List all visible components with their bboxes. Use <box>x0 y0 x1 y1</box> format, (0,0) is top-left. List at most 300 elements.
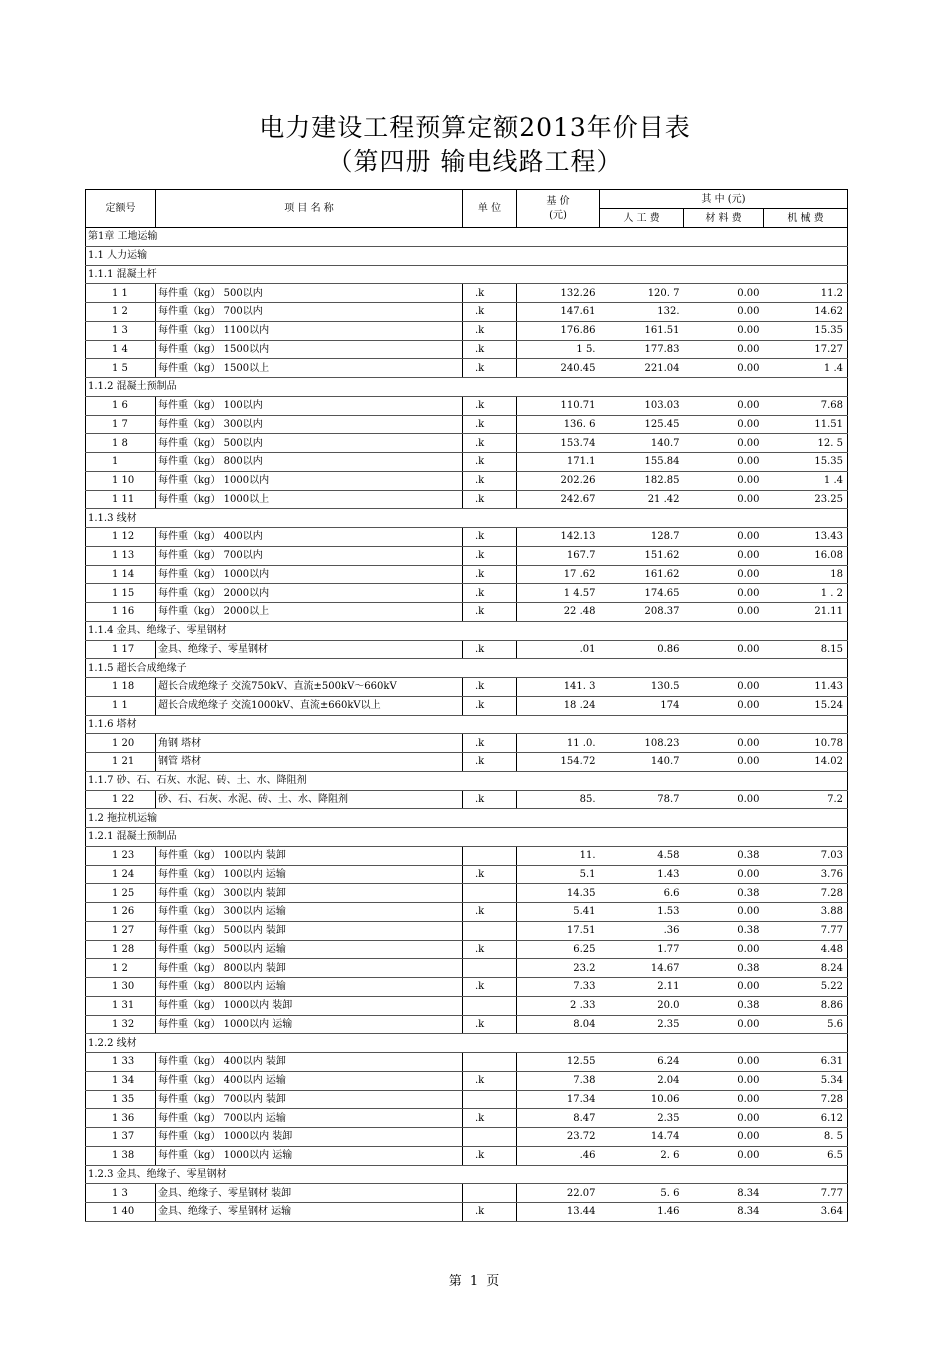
cell-unit: .k <box>463 415 517 434</box>
cell-base: 110.71 <box>517 396 600 415</box>
cell-name: 每件重（kg） 300以内 <box>156 415 463 434</box>
cell-name: 每件重（kg） 700以内 装卸 <box>156 1090 463 1109</box>
cell-code: 1 23 <box>86 846 156 865</box>
cell-name: 每件重（kg） 1000以内 装卸 <box>156 996 463 1015</box>
table-row <box>86 284 848 303</box>
cell-material: 0.00 <box>684 1146 764 1165</box>
cell-name: 角钢 塔材 <box>156 734 463 753</box>
table-row <box>86 1109 848 1128</box>
cell-material: 0.00 <box>684 940 764 959</box>
cell-material: 0.38 <box>684 884 764 903</box>
section-title: 1.1.1 混凝土杆 <box>86 265 848 284</box>
cell-name: 每件重（kg） 300以内 装卸 <box>156 884 463 903</box>
cell-machine: 8. 5 <box>764 1128 848 1147</box>
table-row <box>86 359 848 378</box>
cell-machine: 1 . 2 <box>764 584 848 603</box>
cell-name: 每件重（kg） 1500以内 <box>156 340 463 359</box>
cell-name: 超长合成绝缘子 交流1000kV、直流±660kV以上 <box>156 696 463 715</box>
section-row <box>86 509 848 528</box>
cell-name: 每件重（kg） 2000以内 <box>156 584 463 603</box>
cell-unit: .k <box>463 978 517 997</box>
cell-labor: 103.03 <box>600 396 684 415</box>
cell-unit: .k <box>463 303 517 322</box>
section-row <box>86 771 848 790</box>
table-row <box>86 584 848 603</box>
cell-base: 8.47 <box>517 1109 600 1128</box>
table-row <box>86 303 848 322</box>
cell-labor: 20.0 <box>600 996 684 1015</box>
section-row <box>86 1034 848 1053</box>
cell-labor: 78.7 <box>600 790 684 809</box>
cell-base: 136. 6 <box>517 415 600 434</box>
cell-code: 1 14 <box>86 565 156 584</box>
cell-code: 1 20 <box>86 734 156 753</box>
cell-code: 1 1 <box>86 696 156 715</box>
table-row <box>86 846 848 865</box>
table-row <box>86 921 848 940</box>
cell-material: 0.38 <box>684 921 764 940</box>
cell-material: 0.00 <box>684 471 764 490</box>
section-title: 1.2.2 线材 <box>86 1034 848 1053</box>
table-row <box>86 471 848 490</box>
cell-code: 1 40 <box>86 1203 156 1222</box>
cell-material: 0.00 <box>684 1071 764 1090</box>
cell-code: 1 30 <box>86 978 156 997</box>
cell-unit <box>463 884 517 903</box>
cell-unit: .k <box>463 640 517 659</box>
cell-machine: 3.64 <box>764 1203 848 1222</box>
cell-material: 0.00 <box>684 303 764 322</box>
cell-code: 1 4 <box>86 340 156 359</box>
cell-material: 0.00 <box>684 453 764 472</box>
section-title: 1.1 人力运输 <box>86 246 848 265</box>
cell-machine: 17.27 <box>764 340 848 359</box>
cell-material: 0.00 <box>684 678 764 697</box>
cell-labor: 21 .42 <box>600 490 684 509</box>
cell-labor: 177.83 <box>600 340 684 359</box>
cell-code: 1 1 <box>86 284 156 303</box>
table-row <box>86 865 848 884</box>
cell-machine: 13.43 <box>764 528 848 547</box>
cell-base: 18 .24 <box>517 696 600 715</box>
cell-material: 0.00 <box>684 584 764 603</box>
table-row <box>86 1203 848 1222</box>
cell-labor: 5. 6 <box>600 1184 684 1203</box>
table-row <box>86 1053 848 1072</box>
header-base-unit: (元) <box>549 209 567 221</box>
cell-base: 167.7 <box>517 546 600 565</box>
cell-base: 7.33 <box>517 978 600 997</box>
cell-unit: .k <box>463 1146 517 1165</box>
cell-name: 每件重（kg） 100以内 运输 <box>156 865 463 884</box>
header-base-label: 基 价 <box>546 195 570 207</box>
cell-name: 每件重（kg） 1000以内 <box>156 565 463 584</box>
cell-unit <box>463 1053 517 1072</box>
cell-material: 0.00 <box>684 565 764 584</box>
cell-base: 6.25 <box>517 940 600 959</box>
cell-machine: 8.15 <box>764 640 848 659</box>
cell-base: 142.13 <box>517 528 600 547</box>
cell-labor: 4.58 <box>600 846 684 865</box>
cell-code: 1 11 <box>86 490 156 509</box>
cell-material: 0.00 <box>684 321 764 340</box>
section-title: 1.1.4 金具、绝缘子、零星钢材 <box>86 621 848 640</box>
cell-unit <box>463 846 517 865</box>
section-title: 1.2.1 混凝土预制品 <box>86 828 848 847</box>
cell-code: 1 10 <box>86 471 156 490</box>
cell-material: 0.38 <box>684 996 764 1015</box>
cell-base: 154.72 <box>517 753 600 772</box>
cell-unit: .k <box>463 940 517 959</box>
cell-base: 5.41 <box>517 903 600 922</box>
cell-name: 每件重（kg） 500以内 运输 <box>156 940 463 959</box>
table-row <box>86 959 848 978</box>
cell-base: 85. <box>517 790 600 809</box>
cell-machine: 11.51 <box>764 415 848 434</box>
cell-unit: .k <box>463 696 517 715</box>
cell-code: 1 3 <box>86 321 156 340</box>
table-row <box>86 1090 848 1109</box>
table-row <box>86 978 848 997</box>
cell-material: 0.00 <box>684 865 764 884</box>
cell-unit: .k <box>463 1071 517 1090</box>
cell-code: 1 31 <box>86 996 156 1015</box>
cell-name: 每件重（kg） 700以内 运输 <box>156 1109 463 1128</box>
cell-machine: 3.76 <box>764 865 848 884</box>
cell-machine: 6.12 <box>764 1109 848 1128</box>
cell-material: 0.00 <box>684 528 764 547</box>
section-row <box>86 228 848 247</box>
cell-machine: 11.2 <box>764 284 848 303</box>
cell-base: 1 5. <box>517 340 600 359</box>
cell-name: 每件重（kg） 1100以内 <box>156 321 463 340</box>
cell-machine: 10.78 <box>764 734 848 753</box>
section-row <box>86 378 848 397</box>
cell-machine: 18 <box>764 565 848 584</box>
cell-code: 1 22 <box>86 790 156 809</box>
table-row <box>86 678 848 697</box>
cell-unit: .k <box>463 565 517 584</box>
cell-unit <box>463 1090 517 1109</box>
section-title: 1.1.5 超长合成绝缘子 <box>86 659 848 678</box>
cell-code: 1 18 <box>86 678 156 697</box>
table-row <box>86 734 848 753</box>
cell-labor: 1.53 <box>600 903 684 922</box>
section-title: 1.1.6 塔材 <box>86 715 848 734</box>
cell-machine: 23.25 <box>764 490 848 509</box>
table-row <box>86 1071 848 1090</box>
cell-base: 23.2 <box>517 959 600 978</box>
cell-machine: 6.5 <box>764 1146 848 1165</box>
cell-base: 11. <box>517 846 600 865</box>
cell-unit: .k <box>463 1203 517 1222</box>
cell-code: 1 24 <box>86 865 156 884</box>
cell-material: 0.00 <box>684 284 764 303</box>
header-base <box>517 190 600 228</box>
cell-code: 1 2 <box>86 303 156 322</box>
cell-unit: .k <box>463 396 517 415</box>
table-row <box>86 1146 848 1165</box>
cell-material: 0.00 <box>684 753 764 772</box>
cell-code: 1 17 <box>86 640 156 659</box>
cell-unit: .k <box>463 471 517 490</box>
cell-material: 0.00 <box>684 790 764 809</box>
cell-machine: 6.31 <box>764 1053 848 1072</box>
cell-name: 金具、绝缘子、零星钢材 装卸 <box>156 1184 463 1203</box>
cell-unit: .k <box>463 903 517 922</box>
cell-code: 1 25 <box>86 884 156 903</box>
cell-labor: 221.04 <box>600 359 684 378</box>
cell-base: .01 <box>517 640 600 659</box>
section-title: 1.2 拖拉机运输 <box>86 809 848 828</box>
cell-labor: 14.67 <box>600 959 684 978</box>
cell-name: 每件重（kg） 400以内 运输 <box>156 1071 463 1090</box>
cell-labor: 1.46 <box>600 1203 684 1222</box>
cell-base: 23.72 <box>517 1128 600 1147</box>
cell-code: 1 38 <box>86 1146 156 1165</box>
table-row <box>86 340 848 359</box>
cell-base: 8.04 <box>517 1015 600 1034</box>
cell-name: 金具、绝缘子、零星钢材 <box>156 640 463 659</box>
cell-unit <box>463 959 517 978</box>
section-row <box>86 809 848 828</box>
table-row <box>86 940 848 959</box>
table-row <box>86 415 848 434</box>
cell-name: 每件重（kg） 1000以内 运输 <box>156 1015 463 1034</box>
cell-unit: .k <box>463 678 517 697</box>
header-among: 其 中 (元) <box>600 190 848 209</box>
cell-unit: .k <box>463 434 517 453</box>
cell-machine: 7.77 <box>764 921 848 940</box>
cell-base: 240.45 <box>517 359 600 378</box>
cell-name: 砂、石、石灰、水泥、砖、土、水、降阻剂 <box>156 790 463 809</box>
cell-machine: 8.24 <box>764 959 848 978</box>
cell-code: 1 3 <box>86 1184 156 1203</box>
cell-labor: 10.06 <box>600 1090 684 1109</box>
cell-base: 13.44 <box>517 1203 600 1222</box>
table-row <box>86 1015 848 1034</box>
cell-name: 每件重（kg） 2000以上 <box>156 603 463 622</box>
table-row <box>86 753 848 772</box>
cell-code: 1 12 <box>86 528 156 547</box>
table-row <box>86 640 848 659</box>
cell-base: 17 .62 <box>517 565 600 584</box>
price-table <box>85 189 848 1222</box>
cell-base: 153.74 <box>517 434 600 453</box>
cell-name: 每件重（kg） 300以内 运输 <box>156 903 463 922</box>
cell-name: 每件重（kg） 700以内 <box>156 303 463 322</box>
cell-base: 22 .48 <box>517 603 600 622</box>
cell-code: 1 5 <box>86 359 156 378</box>
cell-unit: .k <box>463 753 517 772</box>
cell-name: 每件重（kg） 1000以内 运输 <box>156 1146 463 1165</box>
cell-labor: 2.35 <box>600 1015 684 1034</box>
header-machine: 机 械 费 <box>764 209 848 228</box>
cell-code: 1 13 <box>86 546 156 565</box>
cell-material: 0.00 <box>684 1109 764 1128</box>
cell-unit <box>463 921 517 940</box>
page-number: 第 1 页 <box>448 1274 502 1289</box>
cell-name: 钢管 塔材 <box>156 753 463 772</box>
cell-base: 14.35 <box>517 884 600 903</box>
table-row <box>86 434 848 453</box>
cell-unit: .k <box>463 528 517 547</box>
cell-labor: 2. 6 <box>600 1146 684 1165</box>
cell-material: 0.38 <box>684 959 764 978</box>
section-row <box>86 621 848 640</box>
cell-machine: 21.11 <box>764 603 848 622</box>
table-row <box>86 565 848 584</box>
cell-base: 7.38 <box>517 1071 600 1090</box>
section-title: 1.2.3 金具、绝缘子、零星钢材 <box>86 1165 848 1184</box>
cell-material: 0.00 <box>684 490 764 509</box>
cell-name: 每件重（kg） 1500以上 <box>156 359 463 378</box>
cell-labor: 208.37 <box>600 603 684 622</box>
cell-material: 0.00 <box>684 546 764 565</box>
cell-code: 1 7 <box>86 415 156 434</box>
cell-material: 0.00 <box>684 1128 764 1147</box>
cell-labor: 108.23 <box>600 734 684 753</box>
table-row <box>86 490 848 509</box>
cell-unit: .k <box>463 865 517 884</box>
cell-material: 0.00 <box>684 696 764 715</box>
cell-labor: 6.24 <box>600 1053 684 1072</box>
cell-base: 2 .33 <box>517 996 600 1015</box>
cell-labor: 120. 7 <box>600 284 684 303</box>
cell-material: 8.34 <box>684 1203 764 1222</box>
cell-base: .46 <box>517 1146 600 1165</box>
cell-name: 每件重（kg） 800以内 运输 <box>156 978 463 997</box>
cell-base: 202.26 <box>517 471 600 490</box>
cell-labor: .36 <box>600 921 684 940</box>
cell-machine: 12. 5 <box>764 434 848 453</box>
cell-material: 0.00 <box>684 903 764 922</box>
cell-base: 171.1 <box>517 453 600 472</box>
cell-labor: 1.43 <box>600 865 684 884</box>
cell-name: 金具、绝缘子、零星钢材 运输 <box>156 1203 463 1222</box>
cell-machine: 1 .4 <box>764 359 848 378</box>
cell-name: 每件重（kg） 400以内 装卸 <box>156 1053 463 1072</box>
cell-code: 1 28 <box>86 940 156 959</box>
cell-code: 1 15 <box>86 584 156 603</box>
table-row <box>86 1184 848 1203</box>
cell-material: 0.00 <box>684 340 764 359</box>
table-row <box>86 546 848 565</box>
table-row <box>86 321 848 340</box>
cell-labor: 161.51 <box>600 321 684 340</box>
cell-material: 0.00 <box>684 734 764 753</box>
cell-material: 0.00 <box>684 1015 764 1034</box>
cell-base: 176.86 <box>517 321 600 340</box>
cell-code: 1 2 <box>86 959 156 978</box>
cell-code: 1 37 <box>86 1128 156 1147</box>
cell-machine: 7.2 <box>764 790 848 809</box>
cell-labor: 0.86 <box>600 640 684 659</box>
section-title: 第1章 工地运输 <box>86 228 848 247</box>
header-code: 定额号 <box>86 190 156 228</box>
cell-code: 1 32 <box>86 1015 156 1034</box>
cell-base: 242.67 <box>517 490 600 509</box>
cell-code: 1 35 <box>86 1090 156 1109</box>
header-name: 项 目 名 称 <box>156 190 463 228</box>
cell-material: 0.00 <box>684 434 764 453</box>
cell-base: 17.51 <box>517 921 600 940</box>
cell-name: 每件重（kg） 1000以上 <box>156 490 463 509</box>
cell-unit: .k <box>463 359 517 378</box>
cell-name: 每件重（kg） 500以内 <box>156 284 463 303</box>
cell-code: 1 6 <box>86 396 156 415</box>
section-row <box>86 659 848 678</box>
table-row <box>86 603 848 622</box>
header-material: 材 料 费 <box>684 209 764 228</box>
section-title: 1.1.7 砂、石、石灰、水泥、砖、土、水、降阻剂 <box>86 771 848 790</box>
cell-unit: .k <box>463 490 517 509</box>
cell-base: 1 4.57 <box>517 584 600 603</box>
cell-material: 0.00 <box>684 1053 764 1072</box>
cell-base: 11 .0. <box>517 734 600 753</box>
cell-machine: 5.6 <box>764 1015 848 1034</box>
cell-unit: .k <box>463 453 517 472</box>
cell-labor: 2.35 <box>600 1109 684 1128</box>
cell-labor: 140.7 <box>600 434 684 453</box>
cell-unit: .k <box>463 284 517 303</box>
table-row <box>86 903 848 922</box>
table-row <box>86 528 848 547</box>
cell-material: 0.38 <box>684 846 764 865</box>
cell-labor: 174.65 <box>600 584 684 603</box>
cell-material: 0.00 <box>684 359 764 378</box>
cell-machine: 7.77 <box>764 1184 848 1203</box>
cell-unit: .k <box>463 340 517 359</box>
cell-machine: 15.35 <box>764 453 848 472</box>
cell-name: 超长合成绝缘子 交流750kV、直流±500kV～660kV <box>156 678 463 697</box>
cell-labor: 14.74 <box>600 1128 684 1147</box>
cell-machine: 15.35 <box>764 321 848 340</box>
cell-base: 147.61 <box>517 303 600 322</box>
cell-material: 8.34 <box>684 1184 764 1203</box>
section-row <box>86 715 848 734</box>
section-title: 1.1.2 混凝土预制品 <box>86 378 848 397</box>
cell-code: 1 36 <box>86 1109 156 1128</box>
cell-machine: 7.03 <box>764 846 848 865</box>
cell-base: 132.26 <box>517 284 600 303</box>
cell-labor: 2.04 <box>600 1071 684 1090</box>
cell-code: 1 27 <box>86 921 156 940</box>
cell-base: 17.34 <box>517 1090 600 1109</box>
table-row <box>86 696 848 715</box>
cell-unit: .k <box>463 734 517 753</box>
cell-name: 每件重（kg） 500以内 装卸 <box>156 921 463 940</box>
cell-labor: 151.62 <box>600 546 684 565</box>
cell-machine: 8.86 <box>764 996 848 1015</box>
section-row <box>86 1165 848 1184</box>
cell-machine: 7.68 <box>764 396 848 415</box>
cell-material: 0.00 <box>684 415 764 434</box>
cell-machine: 16.08 <box>764 546 848 565</box>
cell-unit <box>463 1128 517 1147</box>
cell-name: 每件重（kg） 500以内 <box>156 434 463 453</box>
cell-name: 每件重（kg） 400以内 <box>156 528 463 547</box>
section-title: 1.1.3 线材 <box>86 509 848 528</box>
cell-machine: 5.22 <box>764 978 848 997</box>
cell-base: 5.1 <box>517 865 600 884</box>
table-body <box>86 228 848 1222</box>
cell-machine: 7.28 <box>764 1090 848 1109</box>
cell-labor: 182.85 <box>600 471 684 490</box>
document-title: 电力建设工程预算定额2013年价目表 <box>259 113 691 142</box>
cell-name: 每件重（kg） 700以内 <box>156 546 463 565</box>
cell-unit: .k <box>463 546 517 565</box>
